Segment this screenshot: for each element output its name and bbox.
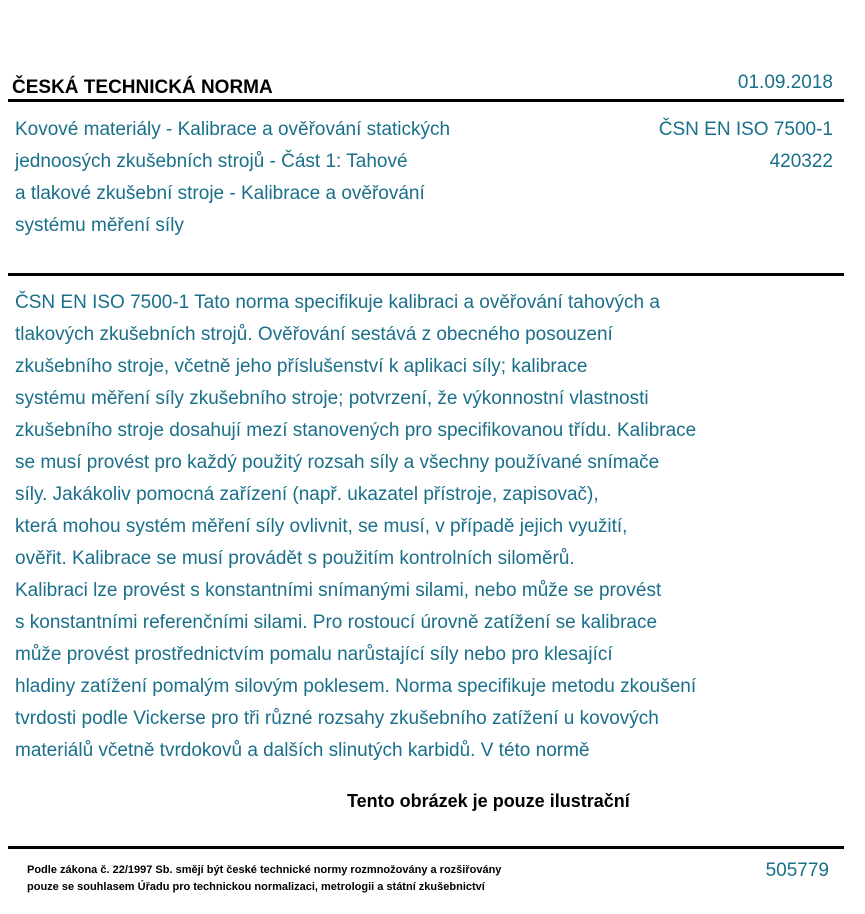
- standard-title-line: systému měření síly: [15, 215, 184, 236]
- description-line: zkušebního stroje, včetně jeho příslušenství k aplikaci síly; kalibrace: [15, 356, 588, 377]
- description-line: síly. Jakákoliv pomocná zařízení (např. ukazatel přístroje, zapisovač),: [15, 484, 599, 505]
- description-line: se musí provést pro každý použitý rozsah síly a všechny používané snímače: [15, 452, 660, 473]
- description-line: ČSN EN ISO 7500-1 Tato norma specifikuje kalibraci a ověřování tahových a: [15, 292, 660, 313]
- description-line: tvrdosti podle Vickerse pro tři různé rozsahy zkušebního zatížení u kovových: [15, 708, 659, 729]
- illustration-disclaimer: Tento obrázek je pouze ilustrační: [347, 791, 630, 811]
- description-line: může provést prostřednictvím pomalu narůstající síly nebo pro klesající: [15, 644, 613, 665]
- standard-title: [15, 114, 575, 242]
- standard-title-line: a tlakové zkušební stroje - Kalibrace a ověřování: [15, 183, 425, 204]
- document-number: 505779: [765, 860, 829, 881]
- description-line: ověřit. Kalibrace se musí provádět s použitím kontrolních siloměrů.: [15, 548, 575, 569]
- header-divider: [8, 99, 844, 102]
- description-line: Kalibraci lze provést s konstantními snímanými silami, nebo může se provést: [15, 580, 662, 601]
- legal-notice-line: Podle zákona č. 22/1997 Sb. smějí být české technické normy rozmnožovány a rozšiřovány: [27, 864, 502, 876]
- title-divider: [8, 273, 844, 276]
- footer-divider: [8, 846, 844, 849]
- description-line: systému měření síly zkušebního stroje; potvrzení, že výkonnostní vlastnosti: [15, 388, 649, 409]
- description-line: materiálů včetně tvrdokovů a dalších slinutých karbidů. V této normě: [15, 740, 590, 761]
- description-line: zkušebního stroje dosahují mezí stanovených pro specifikovanou třídu. Kalibrace: [15, 420, 697, 441]
- legal-notice: [27, 862, 501, 896]
- description-line: hladiny zatížení pomalým silovým poklesem. Norma specifikuje metodu zkoušení: [15, 676, 697, 697]
- description-line: tlakových zkušebních strojů. Ověřování sestává z obecného posouzení: [15, 324, 613, 345]
- legal-notice-line: pouze se souhlasem Úřadu pro technickou normalizaci, metrologii a státní zkušebnictví: [27, 881, 485, 893]
- standard-title-line: jednoosých zkušebních strojů - Část 1: Tahové: [15, 151, 408, 172]
- standard-code: ČSN EN ISO 7500-1: [658, 119, 833, 140]
- publication-date: 01.09.2018: [737, 72, 833, 93]
- standard-title-line: Kovové materiály - Kalibrace a ověřování statických: [15, 119, 451, 140]
- classification-number: 420322: [769, 151, 833, 172]
- standard-identifiers: [659, 114, 833, 178]
- document-header-title: ČESKÁ TECHNICKÁ NORMA: [12, 77, 273, 98]
- description-line: s konstantními referenčními silami. Pro rostoucí úrovně zatížení se kalibrace: [15, 612, 658, 633]
- description-line: která mohou systém měření síly ovlivnit, se musí, v případě jejich využití,: [15, 516, 628, 537]
- standard-description: [15, 287, 845, 767]
